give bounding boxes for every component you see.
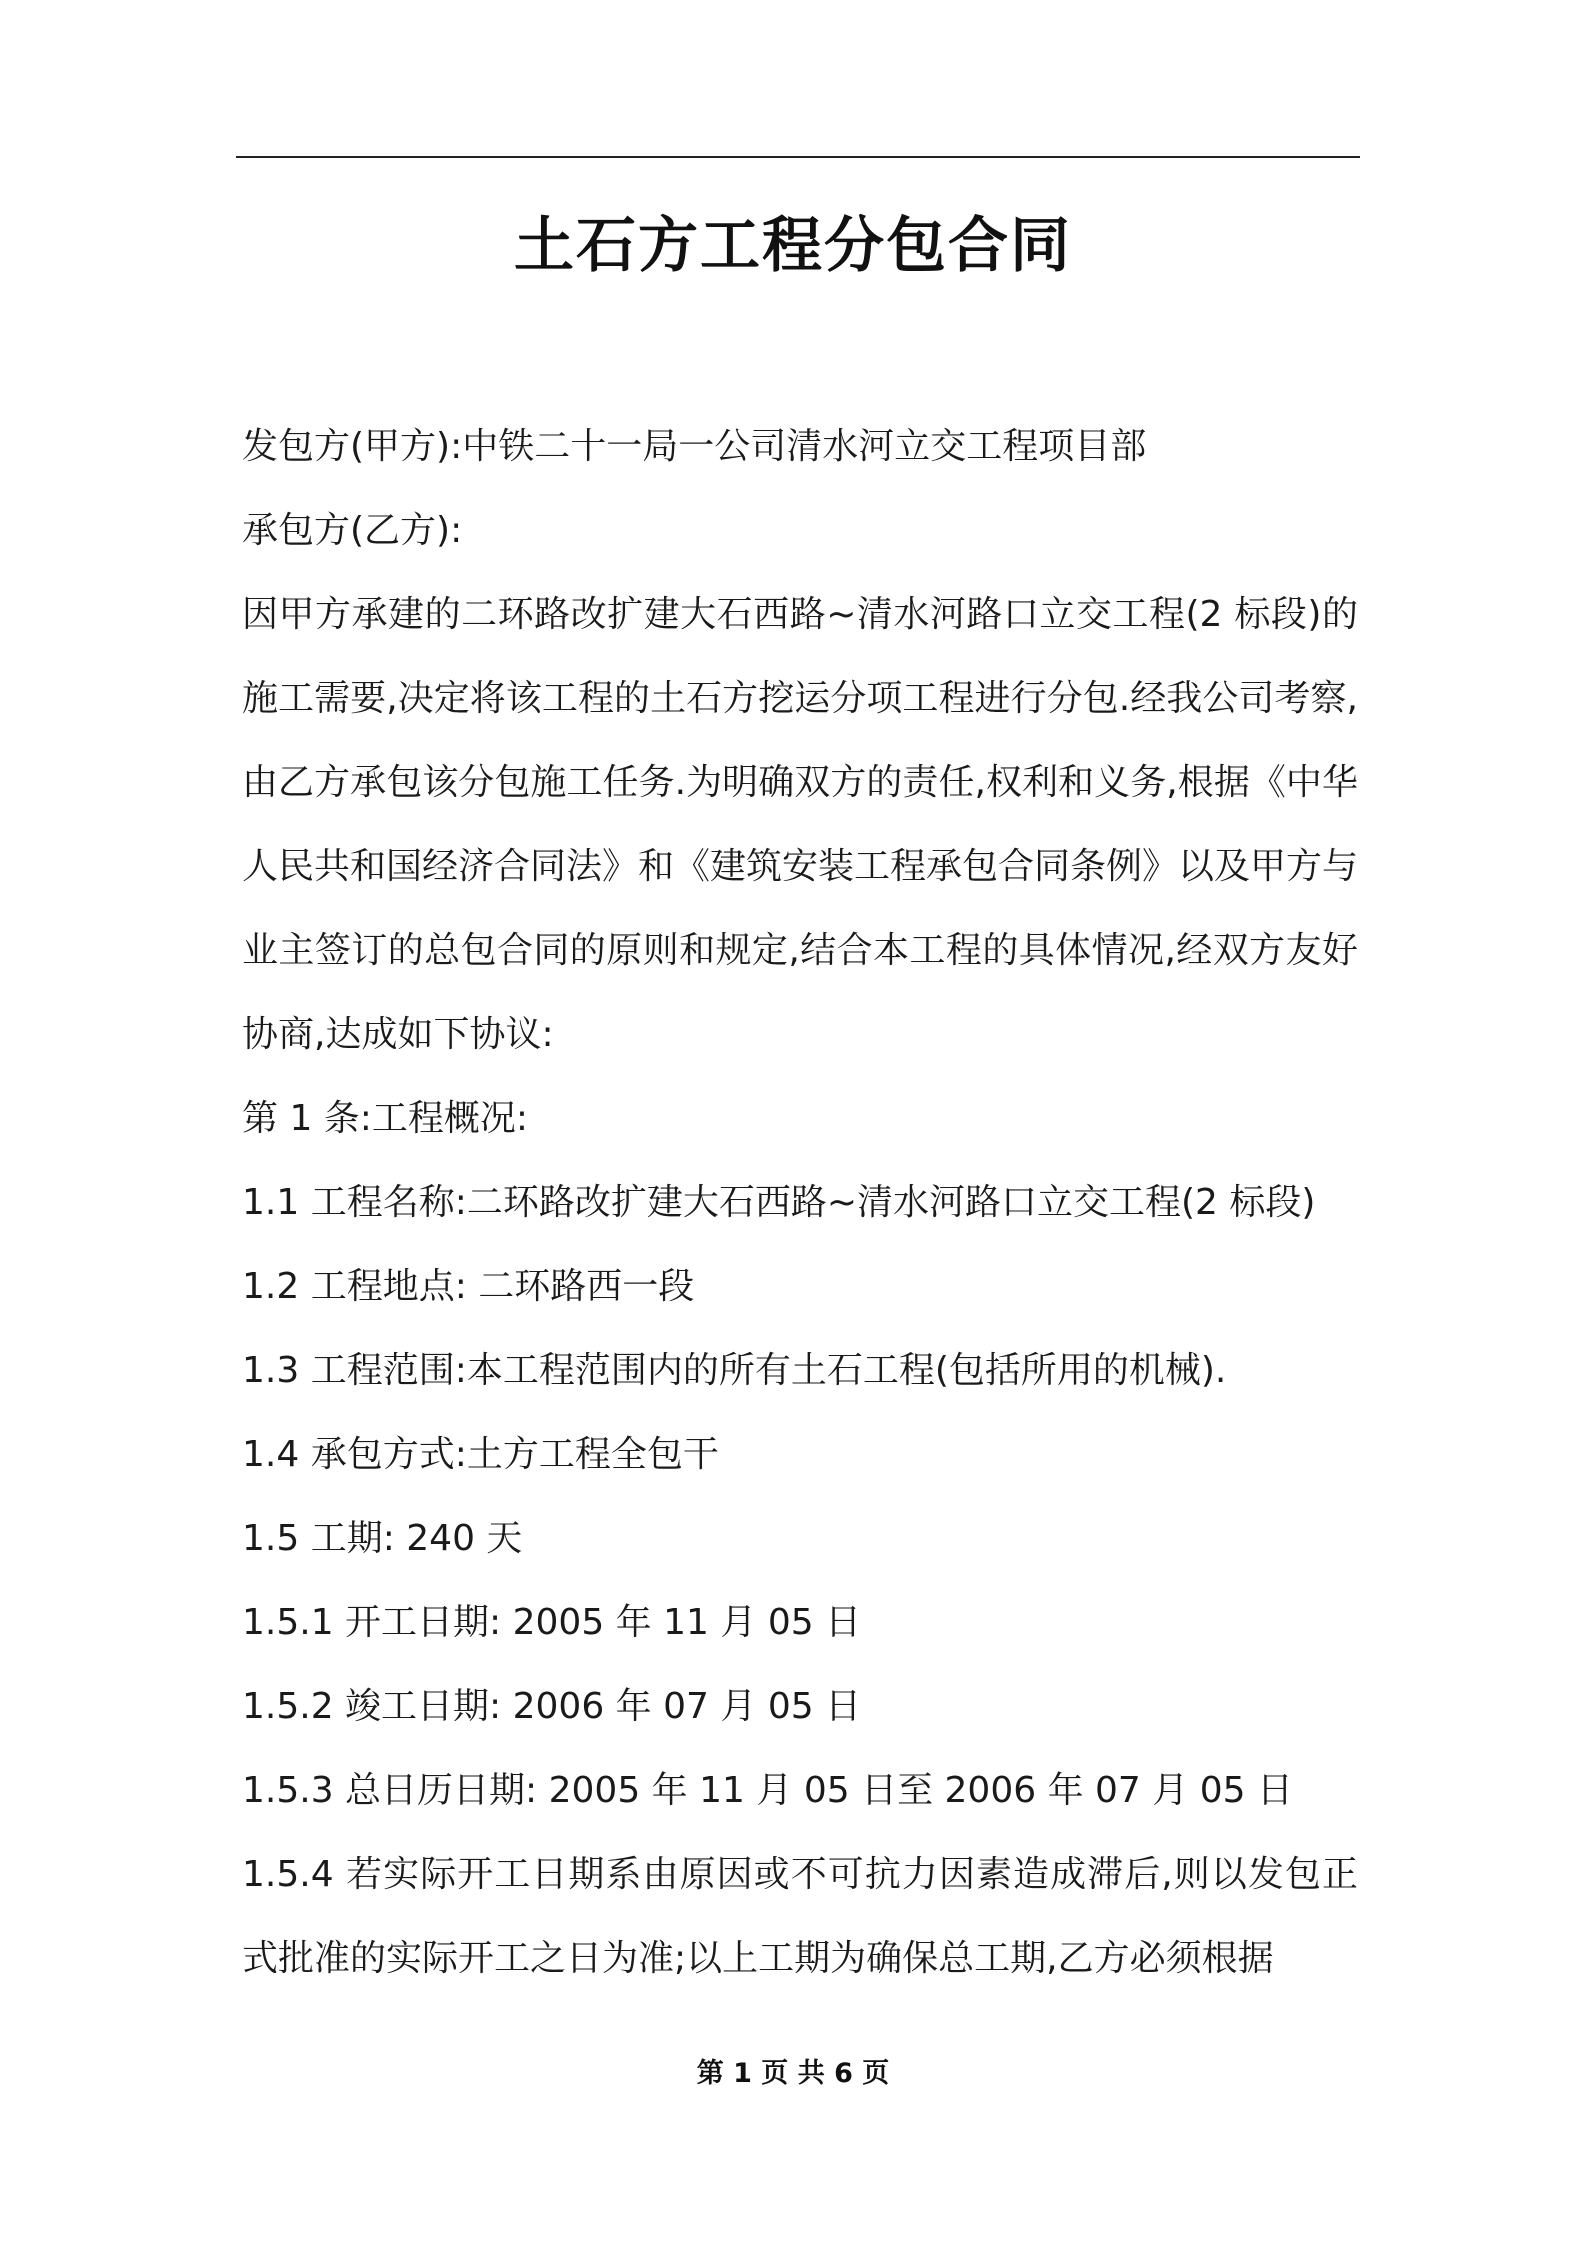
page-footer: 第 1 页 共 6 页 (696, 2058, 890, 2089)
clause-1-5-3: 1.5.3 总日历日期: 2005 年 11 月 05 日至 2006 年 07 月 05 日 (242, 1770, 1293, 1811)
clause-1-5-2: 1.5.2 竣工日期: 2006 年 07 月 05 日 (242, 1686, 862, 1727)
preamble-paragraph: 因甲方承建的二环路改扩建大石西路~清水河路口立交工程(2 标段)的施工需要,决定将该工程的土石方挖运分项工程进行分包.经我公司考察,由乙方承包该分包施工任务.为明确双方的责任,权利和义务,根据《中华人民共和国经济合同法》和《建筑安装工程承包合同条例》以及甲方与业主签订的总包合同的原则和规定,结合本工程的具体情况,经双方友好协商,达成如下协议: (242, 594, 1359, 1055)
clause-1-3: 1.3 工程范围:本工程范围内的所有土石工程(包括所用的机械). (242, 1350, 1227, 1391)
clause-1-5: 1.5 工期: 240 天 (242, 1518, 523, 1559)
clause-1-1: 1.1 工程名称:二环路改扩建大石西路~清水河路口立交工程(2 标段) (242, 1182, 1316, 1223)
document-title: 土石方工程分包合同 (514, 211, 1072, 281)
document-body (242, 405, 1358, 2001)
clause-1-2: 1.2 工程地点: 二环路西一段 (242, 1266, 695, 1307)
header-rule (236, 156, 1360, 158)
clause-1-4: 1.4 承包方式:土方工程全包干 (242, 1434, 719, 1475)
clause-1-5-1: 1.5.1 开工日期: 2005 年 11 月 05 日 (242, 1602, 862, 1643)
party-b-line: 承包方(乙方): (242, 510, 463, 551)
party-a-line: 发包方(甲方):中铁二十一局一公司清水河立交工程项目部 (242, 426, 1147, 467)
article-1-heading: 第 1 条:工程概况: (242, 1098, 529, 1139)
clause-1-5-4: 1.5.4 若实际开工日期系由原因或不可抗力因素造成滞后,则以发包正式批准的实际开工之日为准;以上工期为确保总工期,乙方必须根据 (242, 1854, 1358, 1979)
